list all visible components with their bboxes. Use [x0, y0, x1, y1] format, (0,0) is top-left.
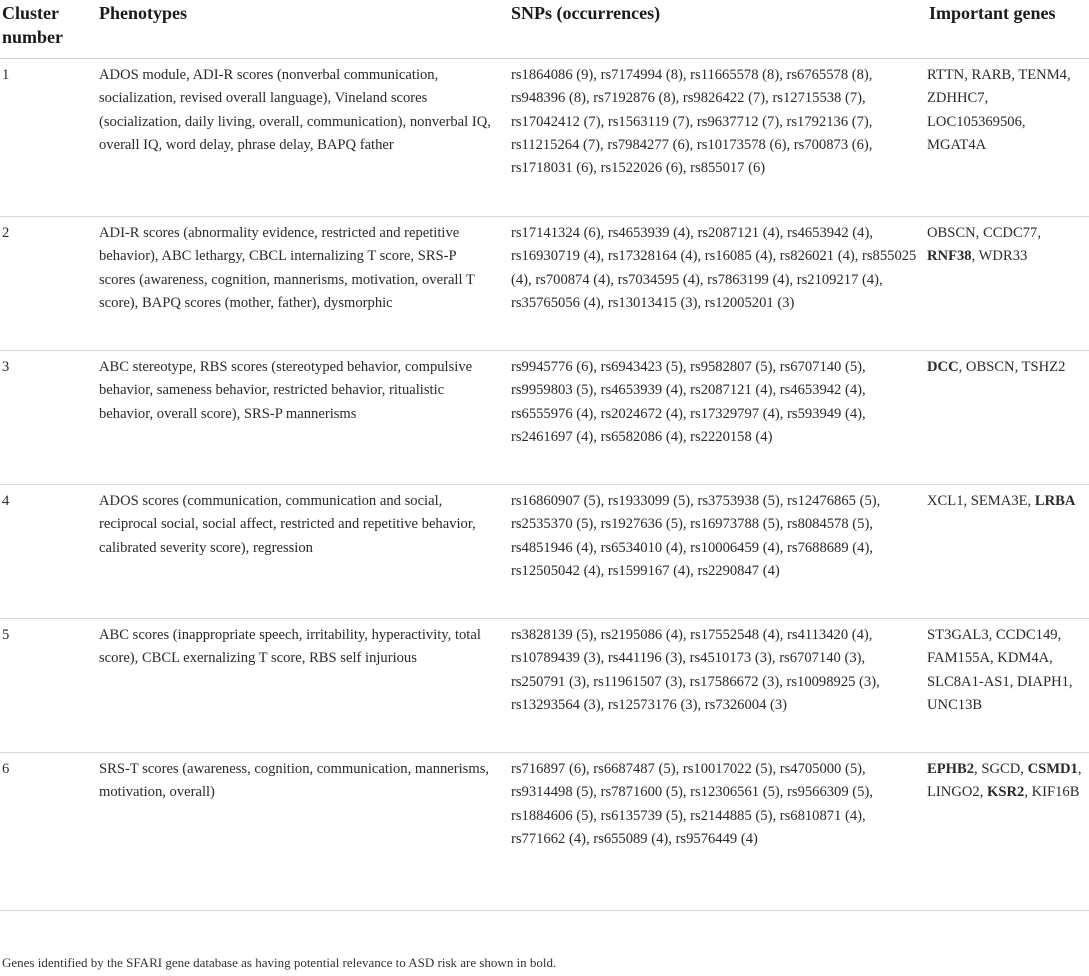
gene-name: LINGO2	[927, 784, 980, 801]
gene-name: RNF38	[927, 248, 972, 265]
gene-name: UNC13B	[927, 696, 983, 713]
gene-name: KIF16B	[1031, 784, 1080, 801]
gene-name: OBSCN	[927, 225, 976, 241]
table-row	[0, 59, 1089, 217]
gene-name: XCL1	[927, 493, 964, 509]
table-row	[0, 753, 1089, 911]
gene-name: RARB	[971, 67, 1012, 83]
header-phenotypes: Phenotypes	[97, 0, 509, 59]
gene-name: LOC105369506	[927, 113, 1022, 130]
gene-name: RTTN	[927, 67, 965, 83]
cluster-number-cell: 2	[0, 217, 97, 351]
gene-name: EPHB2	[927, 761, 975, 777]
snps-cell: rs1864086 (9), rs7174994 (8), rs11665578 (8), rs6765578 (8), rs948396 (8), rs7192876 (8), rs9826422 (7), rs12715538 (7), rs17042412 (7), rs1563119 (7), rs9637712 (7), rs1792136 (7), rs11215264 (7), rs7984277 (6), rs10173578 (6), rs700873 (6), rs1718031 (6), rs1522026 (6), rs855017 (6)	[509, 59, 927, 217]
phenotypes-cell: ADOS module, ADI-R scores (nonverbal communication, socialization, revised overall language), Vineland scores (socialization, daily living, overall, communication), nonverbal IQ, overall IQ, word delay, phrase delay, BAPQ father	[97, 59, 509, 217]
gene-name: TSHZ2	[1021, 359, 1066, 375]
cluster-number-cell: 3	[0, 351, 97, 485]
gene-name: WDR33	[978, 248, 1028, 265]
snps-cell: rs17141324 (6), rs4653939 (4), rs2087121 (4), rs4653942 (4), rs16930719 (4), rs17328164 (4), rs16085 (4), rs826021 (4), rs855025 (4), rs700874 (4), rs7034595 (4), rs7863199 (4), rs2109217 (4), rs35765056 (4), rs13013415 (3), rs12005201 (3)	[509, 217, 927, 351]
table-body	[0, 59, 1089, 911]
genes-cell: DCC, OBSCN, TSHZ2	[927, 351, 1089, 485]
phenotypes-cell: ABC stereotype, RBS scores (stereotyped behavior, compulsive behavior, sameness behavior, restricted behavior, ritualistic behavior, overall score), SRS-P mannerisms	[97, 351, 509, 485]
gene-name: CCDC149	[995, 627, 1058, 643]
table-row	[0, 485, 1089, 619]
gene-name: DIAPH1	[1017, 673, 1069, 690]
phenotypes-cell: ADOS scores (communication, communication and social, reciprocal social, social affect, restricted and repetitive behavior, calibrated severity score), regression	[97, 485, 509, 619]
gene-name: SLC8A1-AS1	[927, 673, 1010, 690]
cluster-number-cell: 4	[0, 485, 97, 619]
table-row	[0, 217, 1089, 351]
cluster-number-cell: 6	[0, 753, 97, 911]
gene-name: TENM4	[1018, 67, 1067, 83]
gene-name: KDM4A	[997, 650, 1050, 667]
cluster-number-cell: 1	[0, 59, 97, 217]
phenotypes-cell: ABC scores (inappropriate speech, irritability, hyperactivity, total score), CBCL exernalizing T score, RBS self injurious	[97, 619, 509, 753]
phenotypes-cell: ADI-R scores (abnormality evidence, restricted and repetitive behavior), ABC lethargy, CBCL internalizing T score, SRS-P scores (awareness, cognition, mannerisms, motivation, overall T score), BAPQ scores (mother, father), dysmorphic	[97, 217, 509, 351]
snps-cell: rs9945776 (6), rs6943423 (5), rs9582807 (5), rs6707140 (5), rs9959803 (5), rs4653939 (4), rs2087121 (4), rs4653942 (4), rs6555976 (4), rs2024672 (4), rs17329797 (4), rs593949 (4), rs2461697 (4), rs6582086 (4), rs2220158 (4)	[509, 351, 927, 485]
genes-cell: EPHB2, SGCD, CSMD1, LINGO2, KSR2, KIF16B	[927, 753, 1089, 911]
gene-name: SGCD	[981, 761, 1021, 777]
gene-name: KSR2	[987, 784, 1025, 801]
genes-cell: ST3GAL3, CCDC149, FAM155A, KDM4A, SLC8A1-AS1, DIAPH1, UNC13B	[927, 619, 1089, 753]
cluster-number-cell: 5	[0, 619, 97, 753]
header-snps: SNPs (occurrences)	[509, 0, 927, 59]
gene-name: MGAT4A	[927, 136, 987, 153]
gene-name: FAM155A	[927, 650, 990, 667]
gene-name: SEMA3E	[970, 493, 1028, 509]
header-important-genes: Important genes	[927, 0, 1089, 59]
phenotypes-cell: SRS-T scores (awareness, cognition, communication, mannerisms, motivation, overall)	[97, 753, 509, 911]
gene-name: OBSCN	[965, 359, 1015, 375]
header-cluster-number: Cluster number	[0, 0, 97, 59]
gene-name: ZDHHC7	[927, 90, 985, 107]
snps-cell: rs3828139 (5), rs2195086 (4), rs17552548 (4), rs4113420 (4), rs10789439 (3), rs441196 (3), rs4510173 (3), rs6707140 (3), rs250791 (3), rs11961507 (3), rs17586672 (3), rs10098925 (3), rs13293564 (3), rs12573176 (3), rs7326004 (3)	[509, 619, 927, 753]
snps-cell: rs16860907 (5), rs1933099 (5), rs3753938 (5), rs12476865 (5), rs2535370 (5), rs1927636 (5), rs16973788 (5), rs8084578 (5), rs4851946 (4), rs6534010 (4), rs10006459 (4), rs7688689 (4), rs12505042 (4), rs1599167 (4), rs2290847 (4)	[509, 485, 927, 619]
gene-name: CSMD1	[1027, 761, 1078, 777]
gene-name: ST3GAL3	[927, 627, 989, 643]
table-header	[0, 0, 1089, 59]
snps-cell: rs716897 (6), rs6687487 (5), rs10017022 (5), rs4705000 (5), rs9314498 (5), rs7871600 (5), rs12306561 (5), rs9566309 (5), rs1884606 (5), rs6135739 (5), rs2144885 (5), rs6810871 (4), rs771662 (4), rs655089 (4), rs9576449 (4)	[509, 753, 927, 911]
table-row	[0, 351, 1089, 485]
gene-name: DCC	[927, 359, 959, 375]
table-row	[0, 619, 1089, 753]
table-footnote: Genes identified by the SFARI gene database as having potential relevance to ASD risk are shown in bold.	[2, 955, 557, 970]
genes-cell: OBSCN, CCDC77, RNF38, WDR33	[927, 217, 1089, 351]
genes-cell: RTTN, RARB, TENM4, ZDHHC7, LOC105369506, MGAT4A	[927, 59, 1089, 217]
gene-name: LRBA	[1034, 493, 1076, 509]
genes-cell: XCL1, SEMA3E, LRBA	[927, 485, 1089, 619]
gene-name: CCDC77	[982, 225, 1038, 241]
